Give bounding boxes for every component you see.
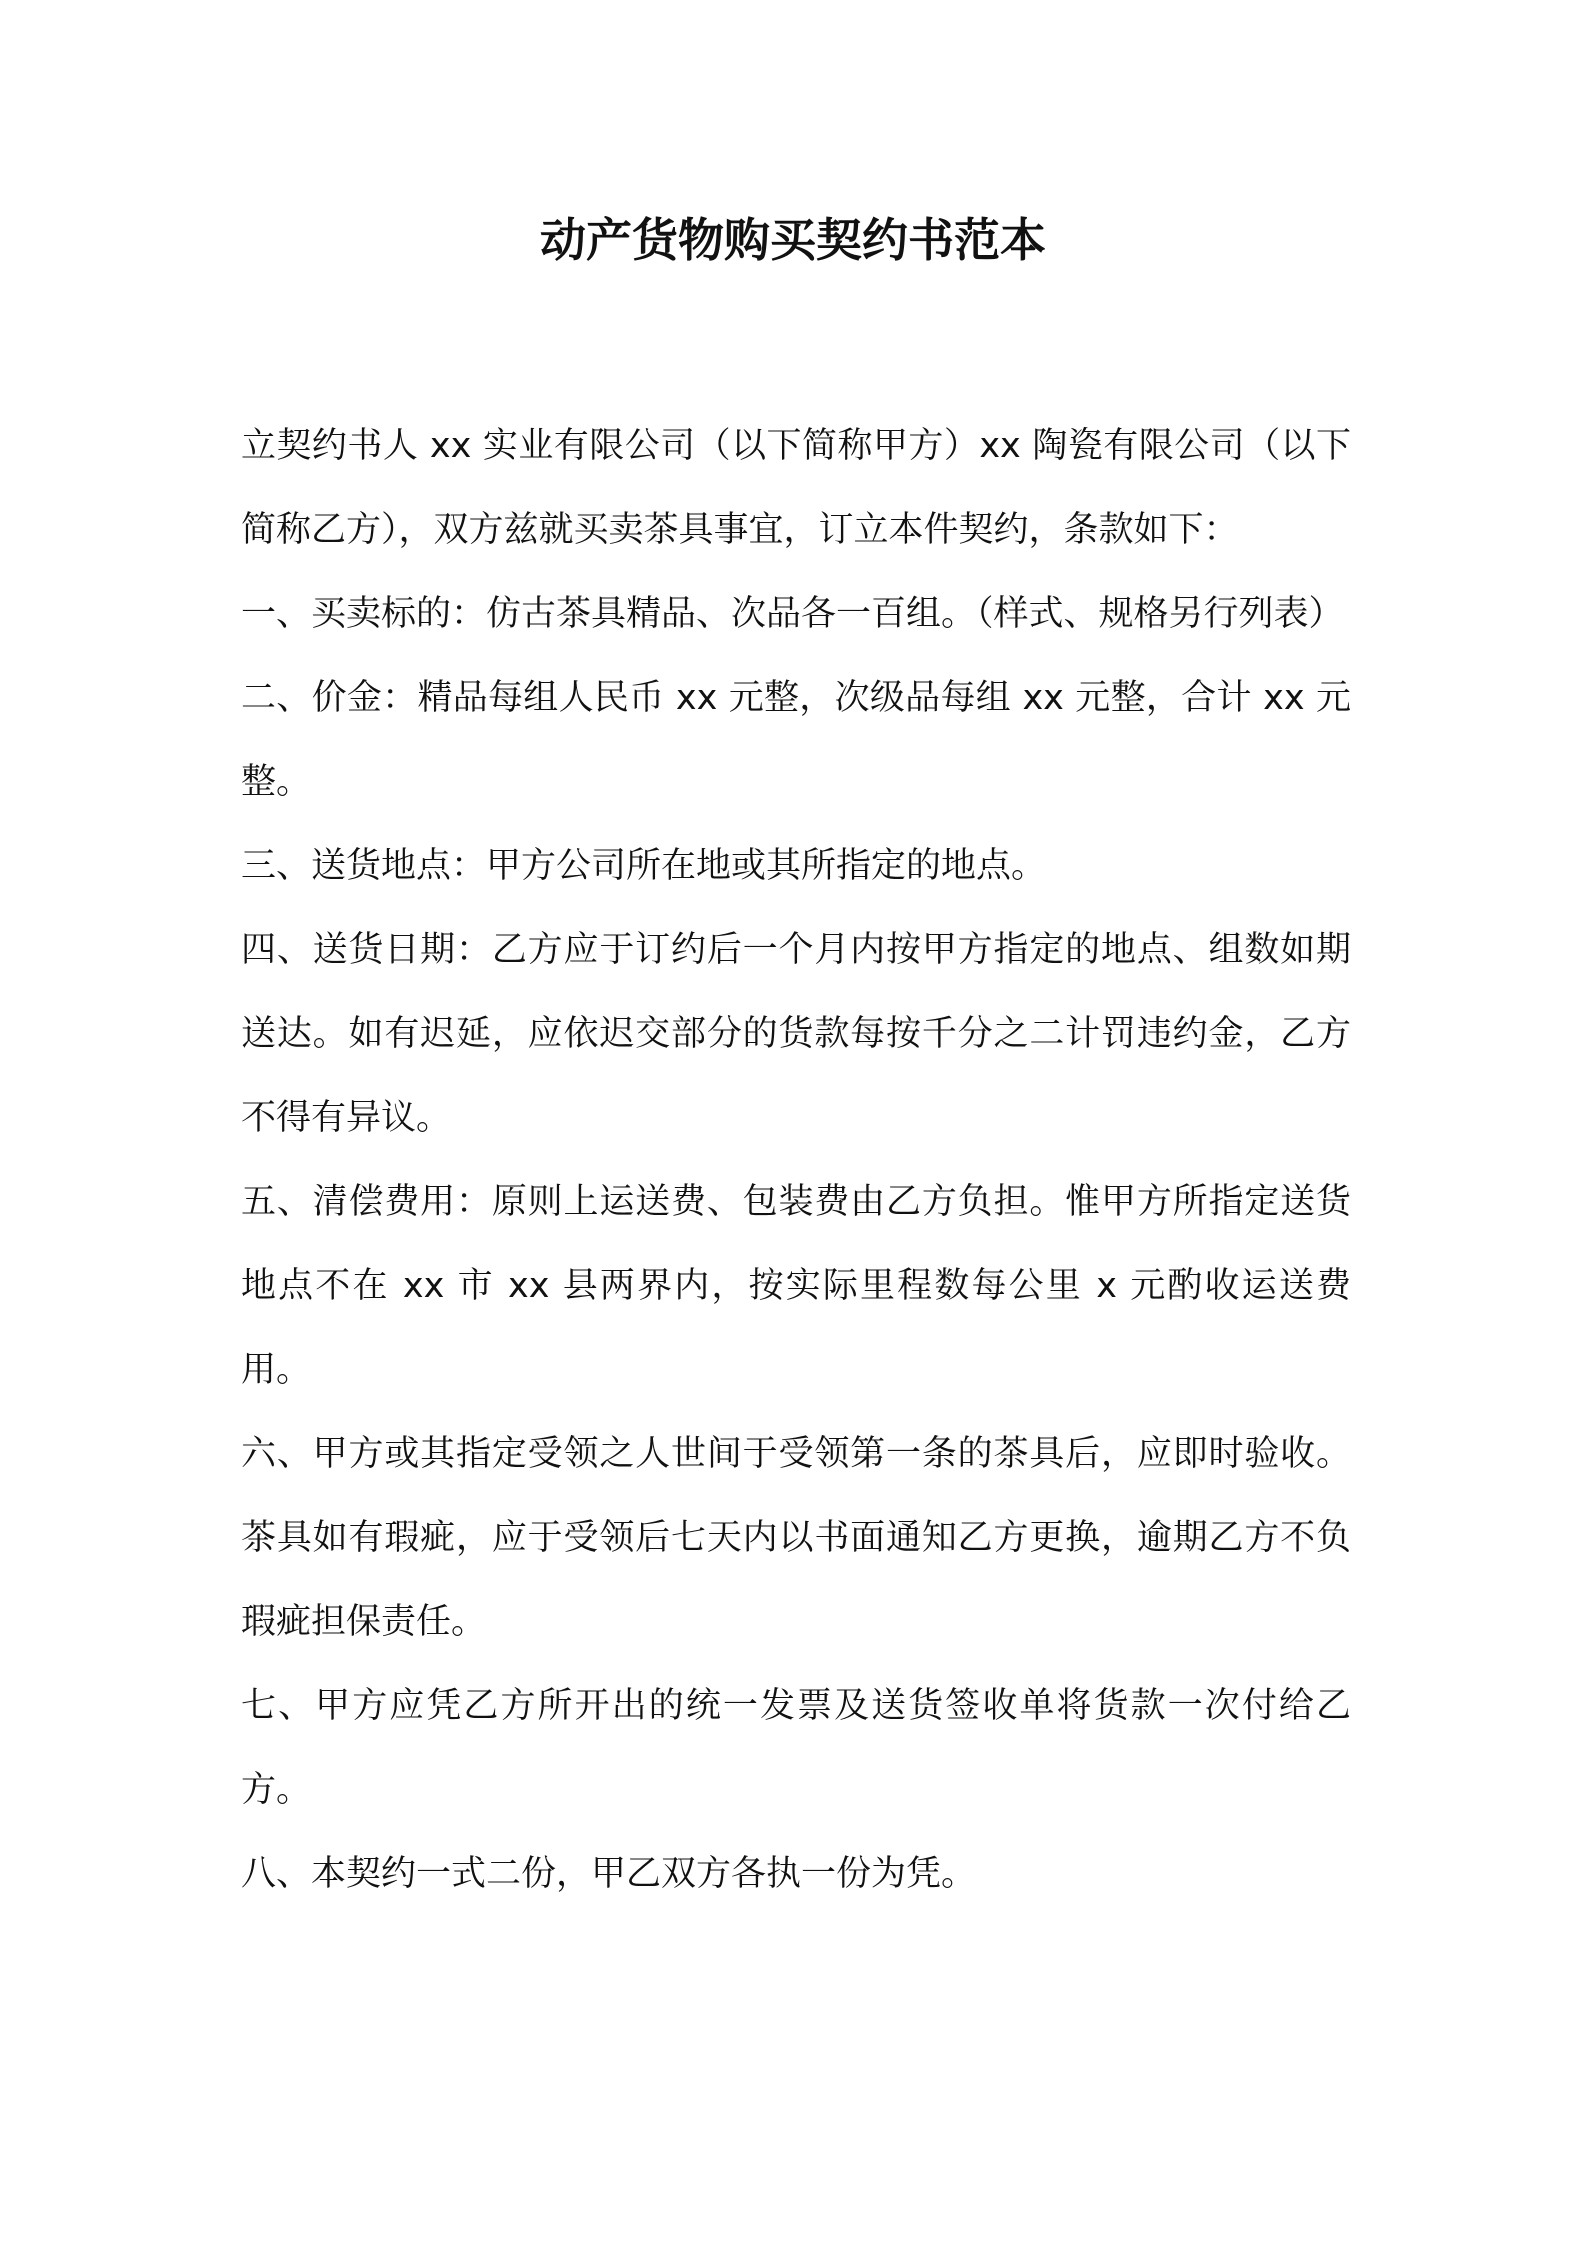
preamble-paragraph: 立契约书人 xx 实业有限公司（以下简称甲方）xx 陶瓷有限公司（以下简称乙方），双方兹就买卖茶具事宜，订立本件契约，条款如下： — [241, 426, 1351, 550]
document-title: 动产货物购买契约书范本 — [540, 213, 1046, 267]
clause-2-price: 二、价金：精品每组人民币 xx 元整，次级品每组 xx 元整，合计 xx 元整。 — [241, 678, 1351, 802]
clause-8-copies: 八、本契约一式二份，甲乙双方各执一份为凭。 — [241, 1854, 977, 1894]
document-body — [241, 404, 1351, 1916]
clause-4-delivery-date: 四、送货日期：乙方应于订约后一个月内按甲方指定的地点、组数如期送达。如有迟延，应依迟交部分的货款每按千分之二计罚违约金，乙方不得有异议。 — [241, 930, 1351, 1138]
clause-7-payment: 七、甲方应凭乙方所开出的统一发票及送货签收单将货款一次付给乙方。 — [241, 1686, 1351, 1810]
clause-3-delivery-location: 三、送货地点：甲方公司所在地或其所指定的地点。 — [241, 846, 1047, 886]
clause-1-subject: 一、买卖标的：仿古茶具精品、次品各一百组。（样式、规格另行列表） — [241, 594, 1344, 634]
clause-6-inspection: 六、甲方或其指定受领之人世间于受领第一条的茶具后，应即时验收。茶具如有瑕疵，应于受领后七天内以书面通知乙方更换，逾期乙方不负瑕疵担保责任。 — [241, 1434, 1351, 1642]
clause-5-expenses: 五、清偿费用：原则上运送费、包装费由乙方负担。惟甲方所指定送货地点不在 xx 市 xx 县两界内，按实际里程数每公里 x 元酌收运送费用。 — [241, 1182, 1351, 1390]
